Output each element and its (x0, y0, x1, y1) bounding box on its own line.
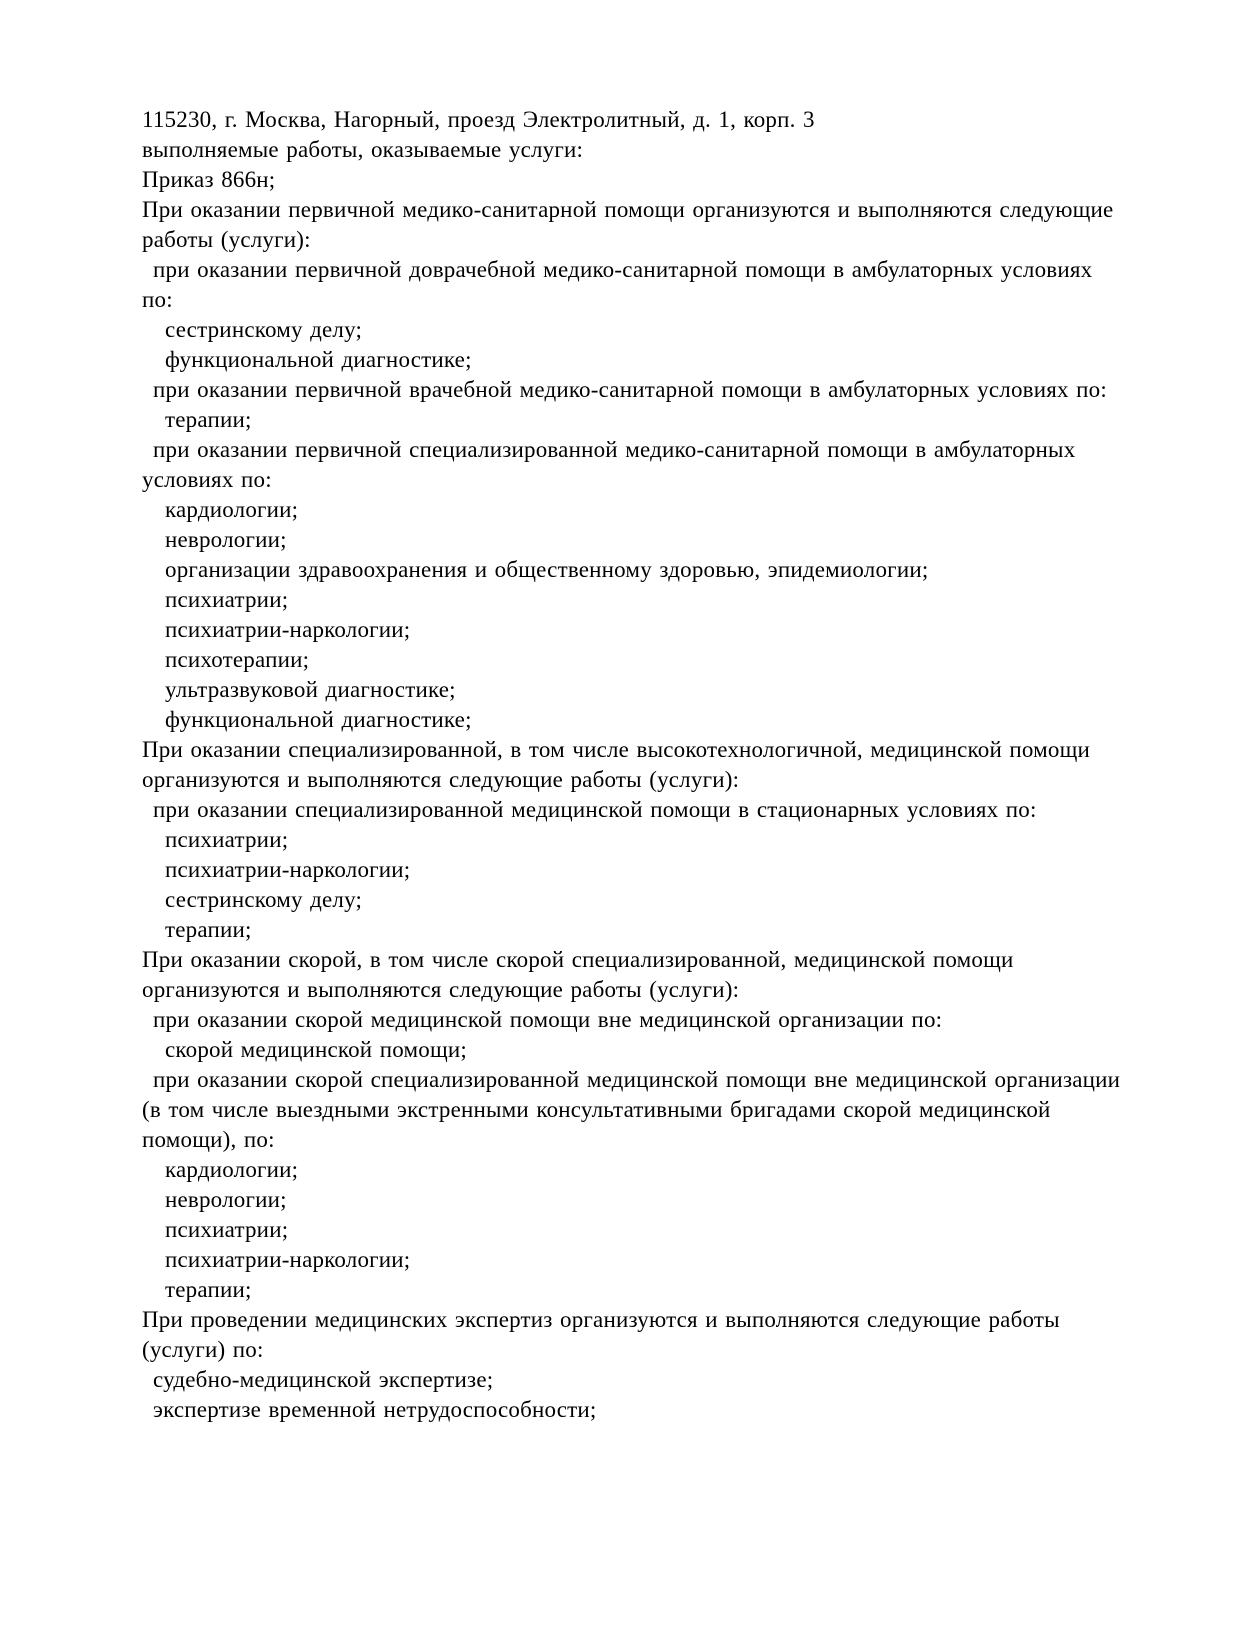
text-line: психиатрии-наркологии; (165, 1247, 411, 1272)
text-line: помощи), по: (142, 1127, 275, 1152)
text-line: ультразвуковой диагностике; (165, 677, 456, 702)
text-line: При проведении медицинских экспертиз организуются и выполняются следующие работы (142, 1307, 1060, 1332)
text-line: психиатрии-наркологии; (165, 857, 411, 882)
text-line: неврологии; (165, 1187, 287, 1212)
text-line: функциональной диагностике; (165, 347, 472, 372)
text-line: сестринскому делу; (165, 887, 363, 912)
text-line: при оказании скорой медицинской помощи вне медицинской организации по: (153, 1007, 943, 1032)
text-line: сестринскому делу; (165, 317, 363, 342)
text-line: при оказании первичной доврачебной медико-санитарной помощи в амбулаторных условиях (153, 257, 1093, 282)
text-line: кардиологии; (165, 497, 299, 522)
text-line: При оказании специализированной, в том числе высокотехнологичной, медицинской помощи (142, 737, 1091, 762)
text-line: Приказ 866н; (142, 167, 276, 192)
text-line: организации здравоохранения и общественному здоровью, эпидемиологии; (165, 557, 929, 582)
text-line: функциональной диагностике; (165, 707, 472, 732)
text-line: при оказании скорой специализированной медицинской помощи вне медицинской организации (153, 1067, 1121, 1092)
text-line: работы (услуги): (142, 227, 311, 252)
text-line: неврологии; (165, 527, 287, 552)
text-line: психиатрии-наркологии; (165, 617, 411, 642)
text-line: кардиологии; (165, 1157, 299, 1182)
text-line: по: (142, 287, 173, 312)
text-line: психотерапии; (165, 647, 310, 672)
text-line: выполняемые работы, оказываемые услуги: (142, 137, 584, 162)
text-line: психиатрии; (165, 587, 289, 612)
text-line: (услуги) по: (142, 1337, 264, 1362)
text-line: скорой медицинской помощи; (165, 1037, 467, 1062)
text-line: терапии; (165, 917, 252, 942)
text-line: условиях по: (142, 467, 272, 492)
text-line: при оказании специализированной медицинской помощи в стационарных условиях по: (153, 797, 1037, 822)
text-line: терапии; (165, 407, 252, 432)
text-line: 115230, г. Москва, Нагорный, проезд Электролитный, д. 1, корп. 3 (142, 107, 815, 132)
text-line: терапии; (165, 1277, 252, 1302)
text-line: судебно-медицинской экспертизе; (153, 1367, 494, 1392)
text-line: (в том числе выездными экстренными консультативными бригадами скорой медицинской (142, 1097, 1051, 1122)
text-line: При оказании первичной медико-санитарной помощи организуются и выполняются следующие (142, 197, 1114, 222)
text-line: организуются и выполняются следующие работы (услуги): (142, 767, 740, 792)
text-line: экспертизе временной нетрудоспособности; (153, 1397, 597, 1422)
text-line: психиатрии; (165, 1217, 289, 1242)
text-line: организуются и выполняются следующие работы (услуги): (142, 977, 740, 1002)
text-line: при оказании первичной специализированной медико-санитарной помощи в амбулаторных (153, 437, 1076, 462)
text-line: психиатрии; (165, 827, 289, 852)
text-line: при оказании первичной врачебной медико-санитарной помощи в амбулаторных условиях по: (153, 377, 1107, 402)
text-line: При оказании скорой, в том числе скорой специализированной, медицинской помощи (142, 947, 1014, 972)
license-works-text (142, 105, 1200, 1425)
